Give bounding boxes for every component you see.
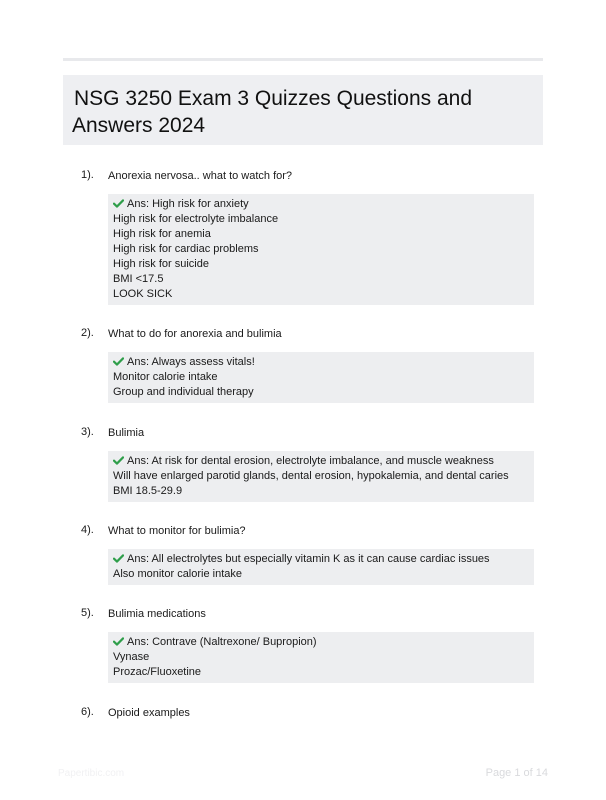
answer-line: Group and individual therapy	[113, 386, 254, 398]
answer-box	[108, 352, 534, 403]
checkmark-icon	[113, 554, 124, 563]
answer-box	[108, 632, 534, 683]
answer-line: LOOK SICK	[113, 288, 173, 300]
page-title-line-2: Answers 2024	[72, 114, 206, 137]
question-text: What to monitor for bulimia?	[108, 525, 246, 537]
answer-box	[108, 194, 534, 305]
answer-line: Prozac/Fluoxetine	[113, 666, 202, 678]
question-number: 6).	[81, 706, 94, 718]
question-number: 1).	[81, 169, 94, 181]
answer-line: High risk for electrolyte imbalance	[113, 213, 279, 225]
page-title-line-1: NSG 3250 Exam 3 Quizzes Questions and	[74, 87, 473, 110]
title-banner	[63, 75, 543, 145]
question-number: 3).	[81, 426, 94, 438]
page-title	[72, 85, 533, 139]
answer-box	[108, 451, 534, 502]
question-text: Anorexia nervosa.. what to watch for?	[108, 170, 293, 182]
question-number: 5).	[81, 607, 94, 619]
answer-line: Ans: All electrolytes but especially vitamin K as it can cause cardiac issues	[113, 552, 529, 567]
page-indicator: Page 1 of 14	[485, 767, 548, 779]
question-text: Opioid examples	[108, 707, 190, 719]
answer-line: High risk for cardiac problems	[113, 243, 259, 255]
answer-line: Also monitor calorie intake	[113, 568, 243, 580]
footer-watermark: Papertibic.com	[58, 768, 125, 779]
answer-line: Ans: At risk for dental erosion, electrolyte imbalance, and muscle weakness	[113, 454, 529, 469]
answer-line: Vynase	[113, 651, 150, 663]
answer-line: Ans: Contrave (Naltrexone/ Bupropion)	[113, 635, 529, 650]
question-text: Bulimia	[108, 427, 145, 439]
answer-line: Ans: High risk for anxiety	[113, 197, 529, 212]
question-number: 2).	[81, 327, 94, 339]
answer-line: BMI 18.5-29.9	[113, 485, 183, 497]
question-number: 4).	[81, 524, 94, 536]
top-divider	[63, 58, 543, 61]
answer-line: Ans: Always assess vitals!	[113, 355, 529, 370]
answer-line: BMI <17.5	[113, 273, 164, 285]
answer-line: Monitor calorie intake	[113, 371, 218, 383]
answer-box	[108, 549, 534, 585]
answer-line: High risk for anemia	[113, 228, 211, 240]
checkmark-icon	[113, 357, 124, 366]
answer-line: High risk for suicide	[113, 258, 209, 270]
checkmark-icon	[113, 637, 124, 646]
checkmark-icon	[113, 199, 124, 208]
question-text: Bulimia medications	[108, 608, 206, 620]
answer-line: Will have enlarged parotid glands, dental erosion, hypokalemia, and dental caries	[113, 470, 509, 482]
checkmark-icon	[113, 456, 124, 465]
question-text: What to do for anorexia and bulimia	[108, 328, 282, 340]
